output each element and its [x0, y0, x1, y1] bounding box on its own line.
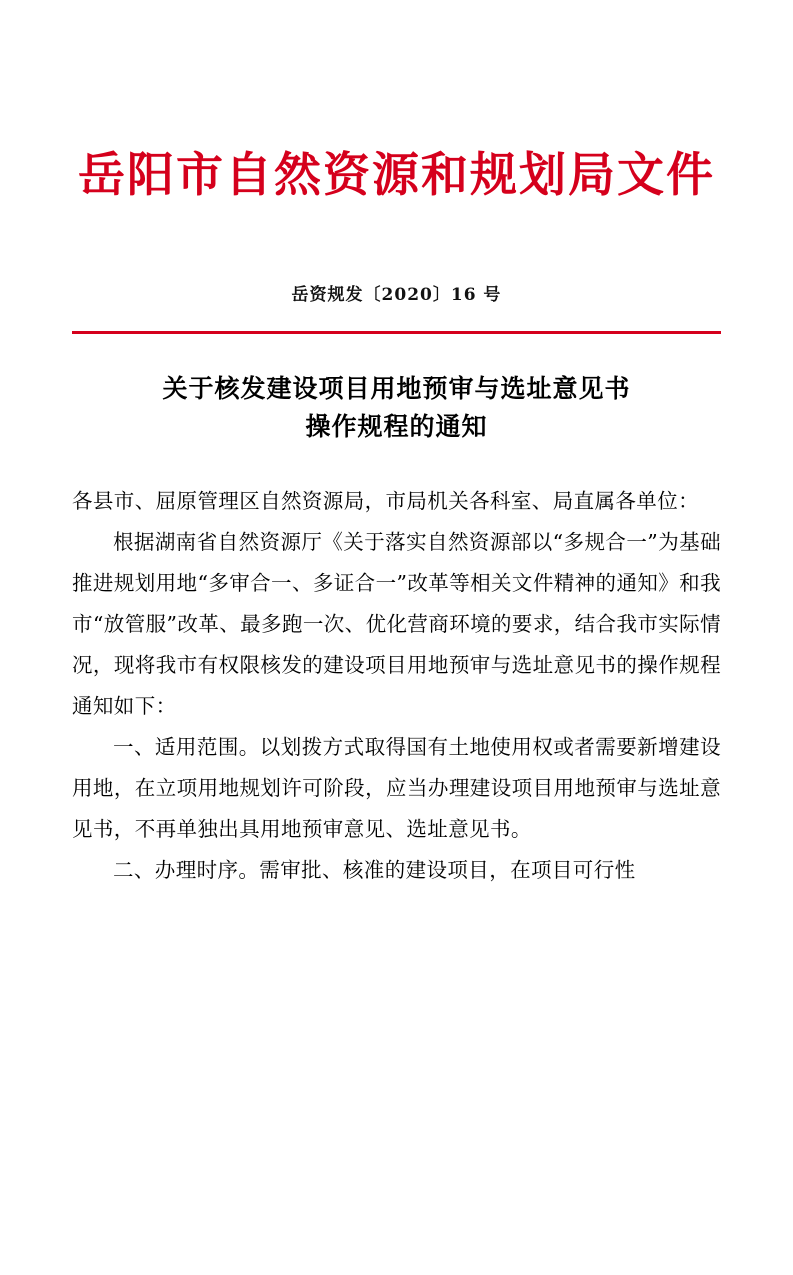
paragraph-section-one: 一、适用范围。以划拨方式取得国有土地使用权或者需要新增建设用地，在立项用地规划许可阶段，应当办理建设项目用地预审与选址意见书，不再单独出具用地预审意见、选址意见书。 [72, 735, 721, 842]
document-body [72, 481, 721, 891]
paragraph-recipients: 各县市、屈原管理区自然资源局，市局机关各科室、局直属各单位： [72, 489, 699, 514]
page-title-line-1: 关于核发建设项目用地预审与选址意见书 [162, 373, 631, 403]
paragraph-background: 根据湖南省自然资源厅《关于落实自然资源部以“多规合一”为基础推进规划用地“多审合一、多证合一”改革等相关文件精神的通知》和我市“放管服”改革、最多跑一次、优化营商环境的要求，结合我市实际情况，现将我市有权限核发的建设项目用地预审与选址意见书的操作规程通知如下： [72, 530, 721, 719]
paragraph-section-two: 二、办理时序。需审批、核准的建设项目，在项目可行性 [113, 858, 636, 883]
document-masthead: 岳阳市自然资源和规划局文件 [78, 148, 715, 203]
red-divider-rule [72, 331, 721, 334]
document-number: 岳资规发〔2020〕16 号 [291, 284, 502, 305]
page-title-line-2: 操作规程的通知 [305, 412, 488, 442]
page-title [72, 370, 721, 448]
document-page [0, 150, 793, 1275]
